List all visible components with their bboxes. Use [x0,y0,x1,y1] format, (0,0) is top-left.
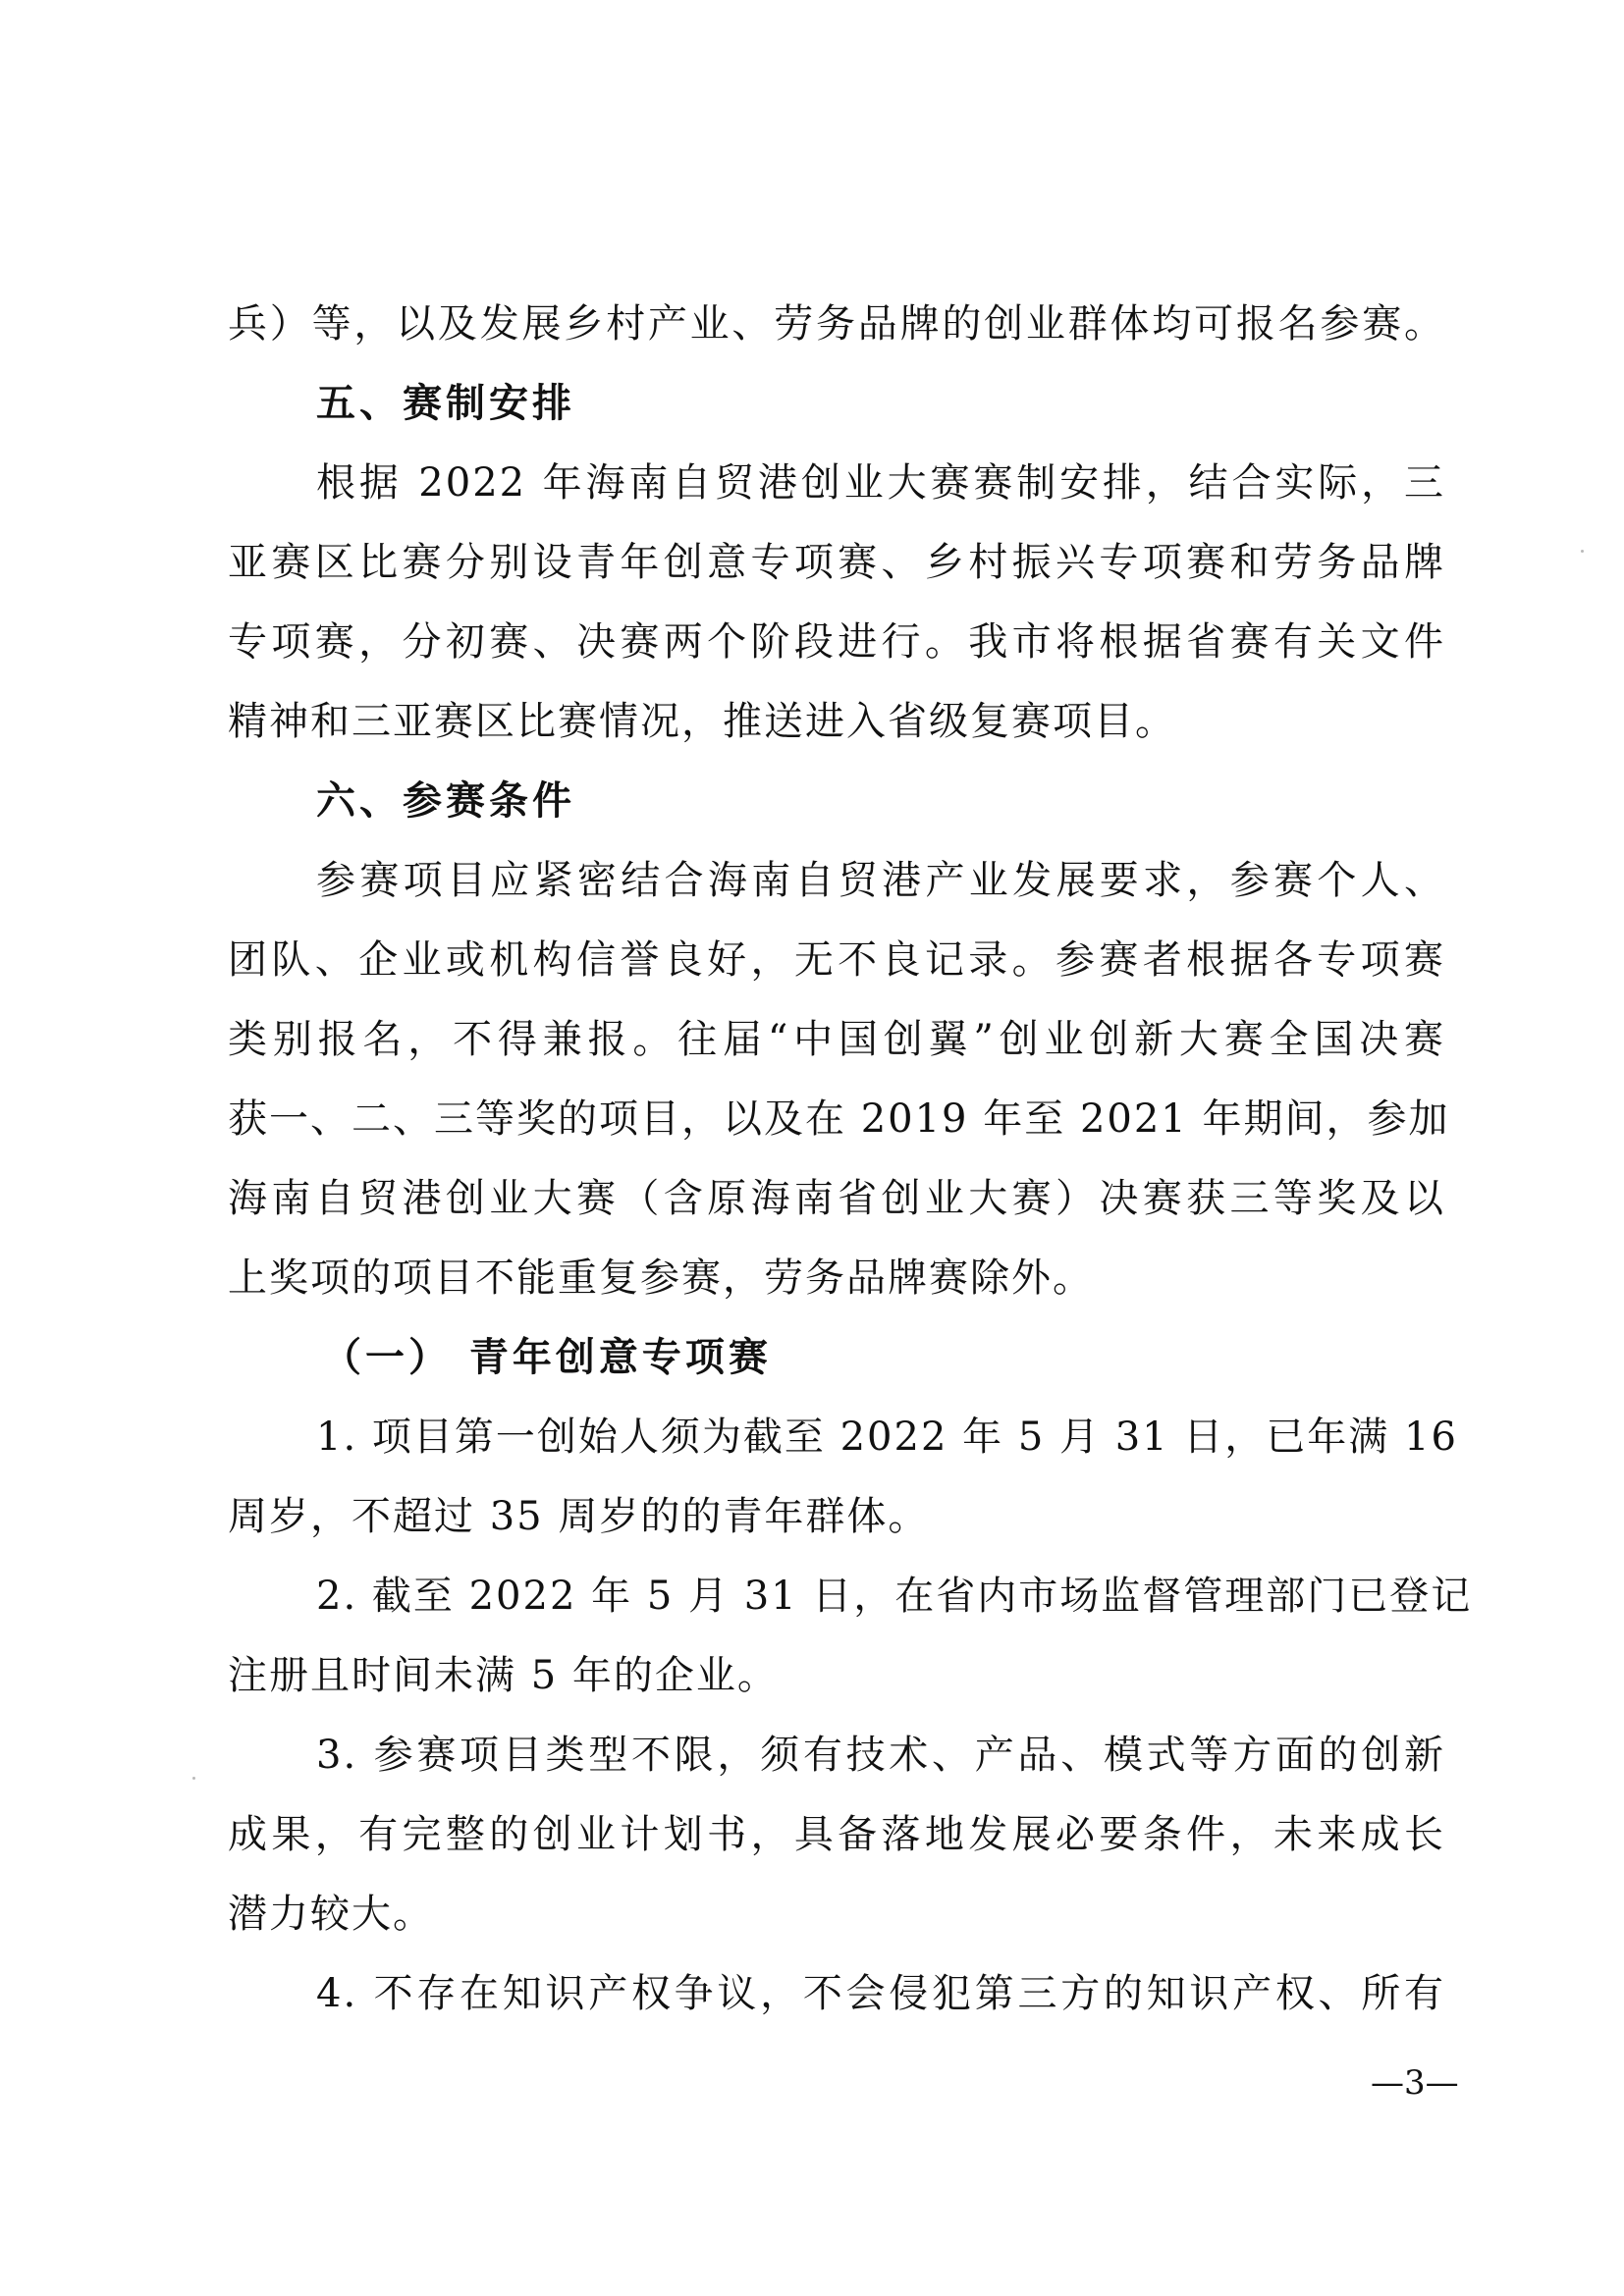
body-line: 潜力较大。 [228,1892,434,1937]
body-line: 根据 2022 年海南自贸港创业大赛赛制安排，结合实际，三 [316,460,1445,506]
page-number: —3— [1371,2063,1459,2103]
body-line: 海南自贸港创业大赛（含原海南省创业大赛）决赛获三等奖及以 [228,1176,1445,1221]
body-line: 亚赛区比赛分别设青年创意专项赛、乡村振兴专项赛和劳务品牌 [228,540,1445,585]
body-line: 注册且时间未满 5 年的企业。 [228,1653,779,1698]
body-line: 获一、二、三等奖的项目，以及在 2019 年至 2021 年期间，参加 [228,1096,1450,1142]
body-line: 周岁，不超过 35 周岁的的青年群体。 [228,1494,930,1539]
section-heading-6: 六、参赛条件 [316,778,575,824]
body-line: 团队、企业或机构信誉良好，无不良记录。参赛者根据各专项赛 [228,937,1445,983]
section-heading-5: 五、赛制安排 [316,381,575,426]
body-line: 兵）等，以及发展乡村产业、劳务品牌的创业群体均可报名参赛。 [228,301,1445,347]
body-line: 1. 项目第一创始人须为截至 2022 年 5 月 31 日，已年满 16 [316,1415,1458,1460]
body-line: 精神和三亚赛区比赛情况，推送进入省级复赛项目。 [228,699,1176,744]
body-line: 成果，有完整的创业计划书，具备落地发展必要条件，未来成长 [228,1812,1445,1857]
subsection-heading-1: （一） 青年创意专项赛 [322,1335,772,1380]
body-line: 4. 不存在知识产权争议，不会侵犯第三方的知识产权、所有 [316,1971,1445,2016]
body-line: 类别报名，不得兼报。往届“中国创翼”创业创新大赛全国决赛 [228,1017,1445,1062]
body-line: 3. 参赛项目类型不限，须有技术、产品、模式等方面的创新 [316,1733,1445,1778]
body-line: 2. 截至 2022 年 5 月 31 日，在省内市场监督管理部门已登记 [316,1574,1473,1619]
body-line: 专项赛，分初赛、决赛两个阶段进行。我市将根据省赛有关文件 [228,619,1445,665]
scan-speck [192,1777,195,1780]
body-line: 参赛项目应紧密结合海南自贸港产业发展要求，参赛个人、 [316,858,1445,903]
body-line: 上奖项的项目不能重复参赛，劳务品牌赛除外。 [228,1255,1094,1301]
scan-speck [1581,550,1584,553]
